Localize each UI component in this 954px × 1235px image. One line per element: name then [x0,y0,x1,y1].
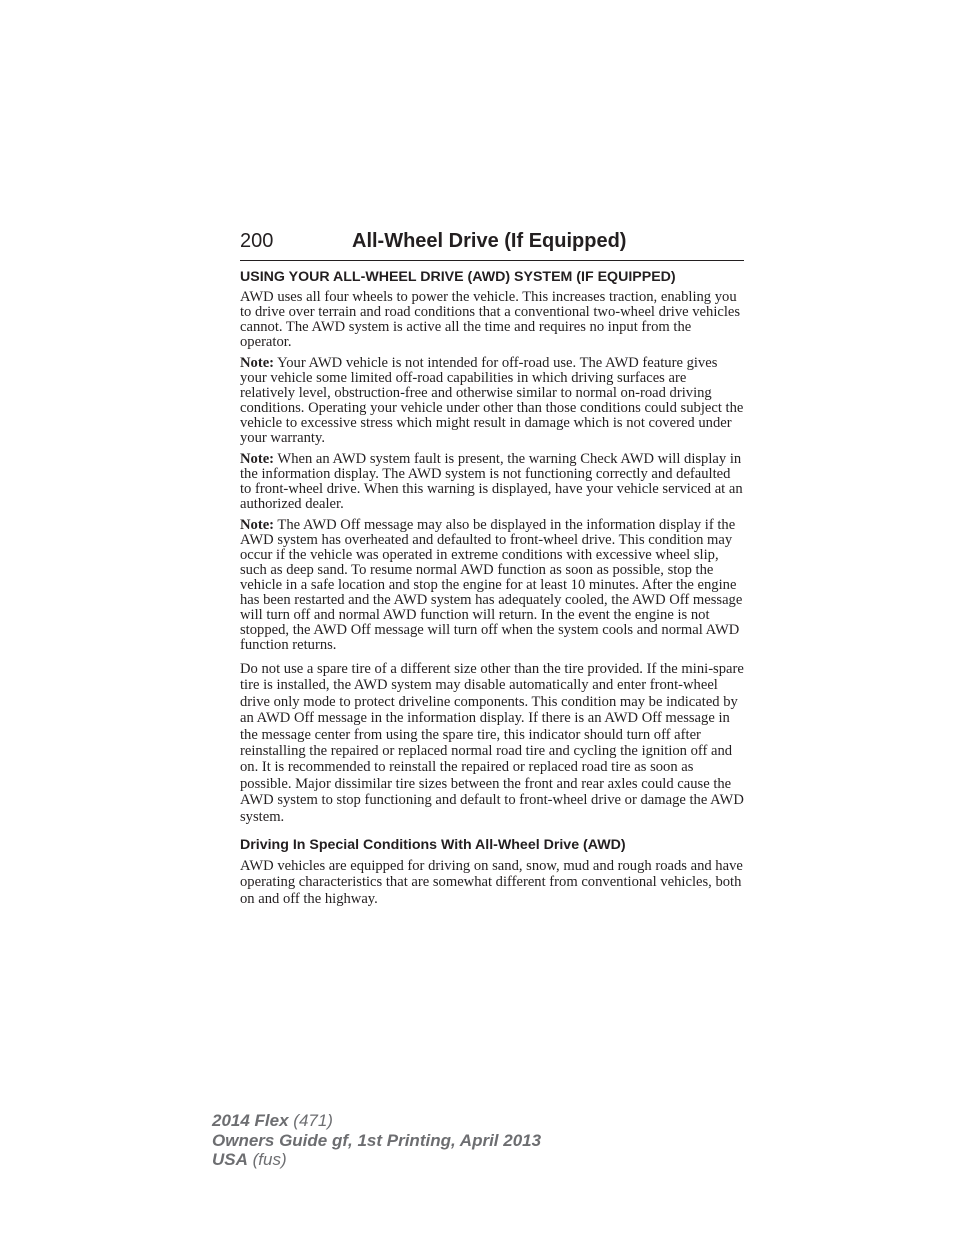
footer-printing: Owners Guide gf, 1st Printing, April 2013 [212,1130,542,1150]
note-fault [240,452,744,512]
spare-tire-paragraph: Do not use a spare tire of a different size other than the tire provided. If the mini-spare tire is installed, the AWD system may disable automatically and enter front-wheel drive only mode to protect driveline components. This condition may be indicated by an AWD Off message in the information display. If there is an AWD Off message in the message center from using the spare tire, this indicator should turn off after reinstalling the repaired or replaced normal road tire and cycling the ignition off and on. It is recommended to reinstall the repaired or replaced road tire as soon as possible. Major dissimilar tire sizes between the front and rear axles could cause the AWD system to stop functioning and default to front-wheel drive or damage the AWD system. [240,661,744,825]
manual-page [240,228,744,913]
note-text: Your AWD vehicle is not intended for off-road use. The AWD feature gives your vehicle some limited off-road capabilities in which driving surfaces are relatively level, obstruction-free and otherwise similar to normal on-road driving conditions. Operating your vehicle under other than those conditions could subject the vehicle to excessive stress which might result in damage which is not covered under your warranty. [240,355,744,446]
footer-market: USA [212,1150,248,1169]
note-label: Note: [240,355,275,371]
note-text: The AWD Off message may also be displayed in the information display if the AWD system has overheated and defaulted to front-wheel drive. This condition may occur if the vehicle was operated in extreme conditions with excessive wheel slip, such as deep sand. To resume normal AWD function as soon as possible, stop the vehicle in a safe location and stop the engine for at least 10 minutes. After the engine has been restarted and the AWD system has adequately cooled, the AWD Off message will turn off and normal AWD function will return. In the event the engine is not stopped, the AWD Off message will turn off when the system cools and normal AWD function returns. [240,517,743,653]
page-header [240,228,744,261]
note-off-road [240,356,744,446]
footer-model: 2014 Flex [212,1111,289,1130]
subsection-heading: Driving In Special Conditions With All-Wheel Drive (AWD) [240,837,626,854]
footer-market-code: (fus) [247,1150,287,1169]
footer-model-line [212,1111,541,1131]
footer-printing-line [212,1131,541,1151]
chapter-title: All-Wheel Drive (If Equipped) [352,230,627,252]
page-number: 200 [240,230,274,252]
footer-market-line [212,1150,541,1170]
note-label: Note: [240,517,275,533]
page-footer [212,1111,541,1170]
footer-model-code: (471) [288,1111,333,1130]
note-awd-off [240,518,744,653]
note-label: Note: [240,451,275,467]
subsection-paragraph: AWD vehicles are equipped for driving on sand, snow, mud and rough roads and have operating characteristics that are somewhat different from conventional vehicles, both on and off the highway. [240,858,743,907]
note-text: When an AWD system fault is present, the warning Check AWD will display in the information display. The AWD system is not functioning correctly and defaulted to front-wheel drive. When this warning is displayed, have your vehicle serviced at an authorized dealer. [240,451,743,512]
intro-paragraph: AWD uses all four wheels to power the vehicle. This increases traction, enabling you to drive over terrain and road conditions that a conventional two-wheel drive vehicles cannot. The AWD system is active all the time and requires no input from the operator. [240,289,741,350]
section-heading: USING YOUR ALL-WHEEL DRIVE (AWD) SYSTEM (IF EQUIPPED) [240,269,676,285]
